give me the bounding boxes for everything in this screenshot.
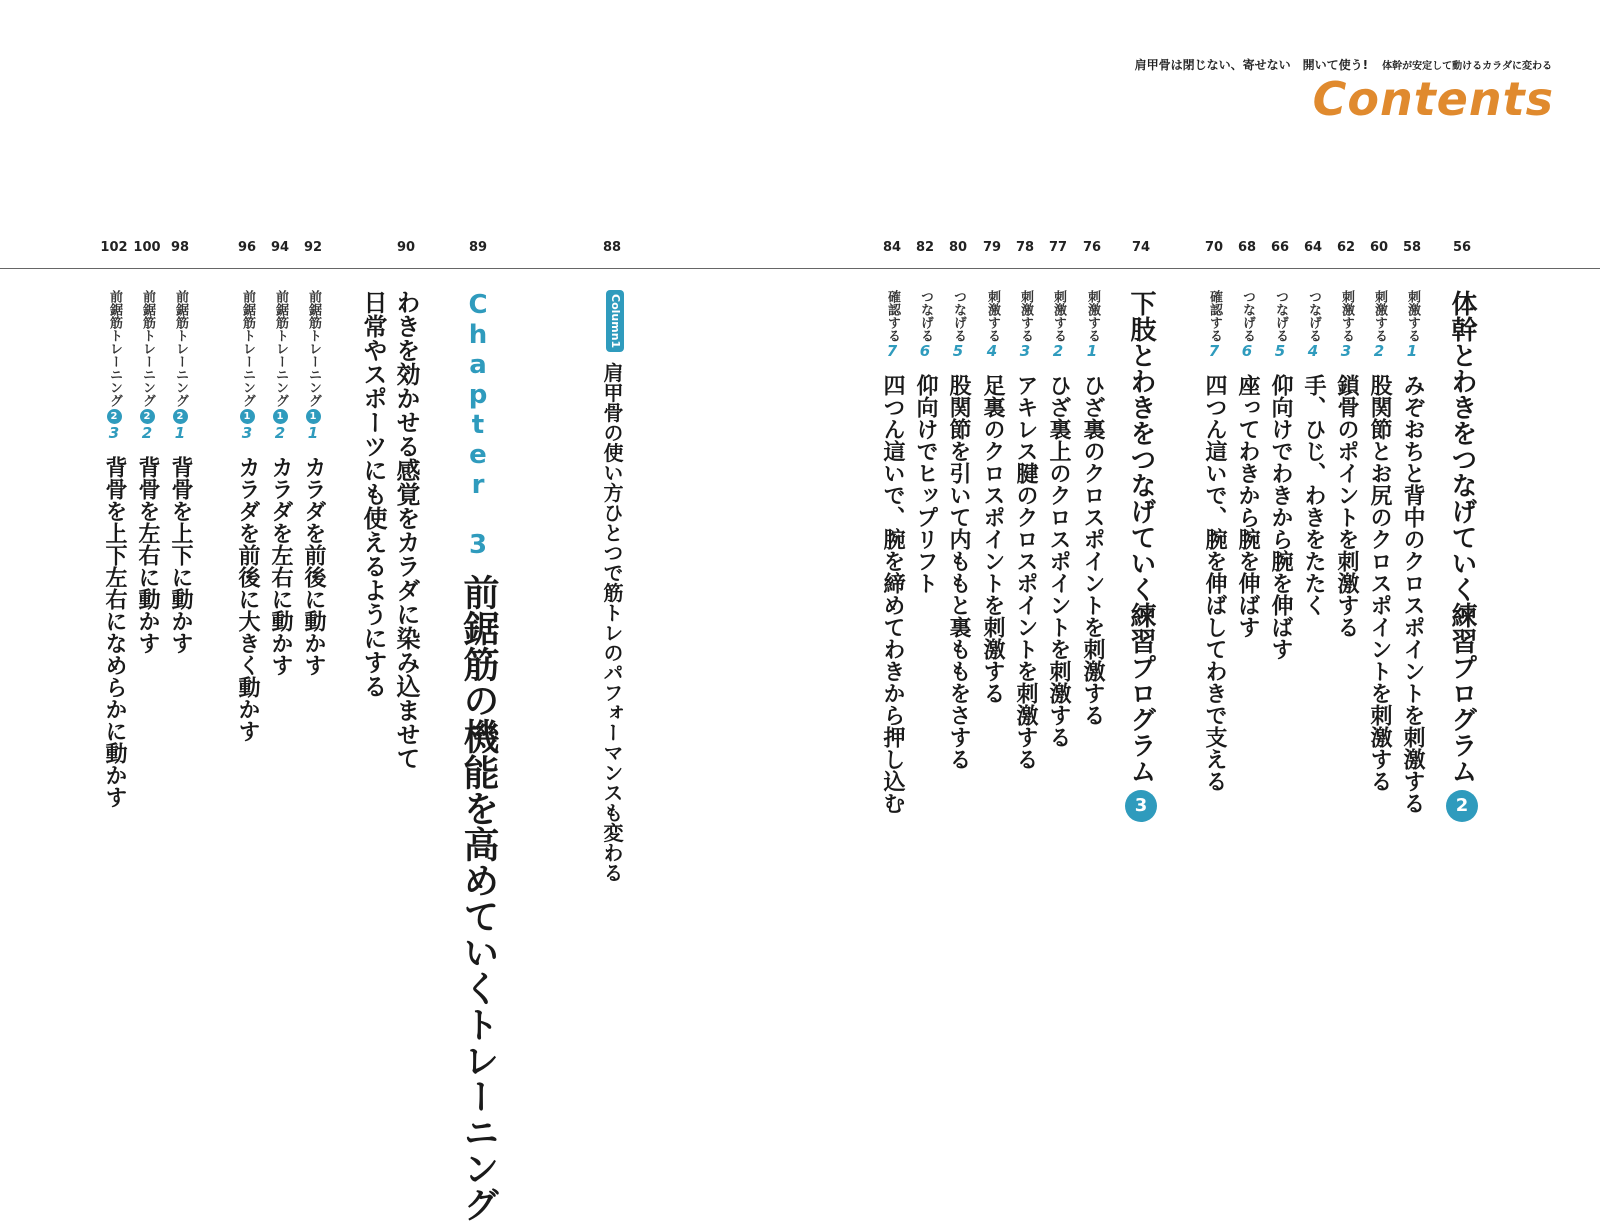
page-number: 100	[133, 240, 161, 255]
step-circle: 1	[240, 409, 255, 424]
entry-number: 1	[1083, 342, 1101, 360]
entry-title: ひざ裏上のクロスポイントを刺激する	[1046, 374, 1071, 748]
entry-body	[94, 290, 134, 808]
page-number: 82	[915, 240, 935, 255]
entry-body	[353, 290, 393, 698]
entry-number: 7	[1205, 342, 1223, 360]
entry-title: 鎖骨のポイントを刺激する	[1334, 374, 1359, 638]
entry-body	[1072, 290, 1112, 726]
entry-title: みぞおちと背中のクロスポイントを刺激する	[1400, 374, 1425, 814]
entry-number: 2	[1370, 342, 1388, 360]
entry-title: 背骨を上下左右になめらかに動かす	[102, 456, 127, 808]
page-number: 62	[1336, 240, 1356, 255]
entry-body	[592, 290, 632, 882]
part-number-badge: 2	[1446, 790, 1478, 822]
entry-title: 下肢とわきをつなげていく練習プログラム	[1126, 290, 1156, 784]
page-number: 68	[1237, 240, 1257, 255]
entry-number: 5	[949, 342, 967, 360]
entry-body	[1121, 290, 1161, 822]
page-number: 76	[1082, 240, 1102, 255]
entry-tag: 刺激する	[1051, 290, 1066, 342]
page-number: 96	[237, 240, 257, 255]
page-number: 66	[1270, 240, 1290, 255]
entry-tag: 前鋸筋トレーニング	[140, 290, 155, 407]
page-number: 92	[303, 240, 323, 255]
entry-tag: つなげる	[1240, 290, 1255, 342]
entry-title: わきを効かせる感覚をカラダに染み込ませて	[392, 290, 420, 770]
page-number: 90	[396, 240, 416, 255]
page-number: 84	[882, 240, 902, 255]
page-number: 58	[1402, 240, 1422, 255]
entry-body	[1442, 290, 1482, 822]
subtitle-main: 肩甲骨は閉じない、寄せない 開いて使う!	[1134, 58, 1369, 72]
page-number: 89	[468, 240, 488, 255]
header-subtitle	[1135, 56, 1552, 73]
entry-body	[1194, 290, 1234, 792]
page-number: 94	[270, 240, 290, 255]
page-number: 98	[170, 240, 190, 255]
entry-body	[972, 290, 1012, 704]
page-number: 64	[1303, 240, 1323, 255]
entry-number: 1	[171, 424, 189, 442]
entry-tag: 刺激する	[1372, 290, 1387, 342]
entry-tag: 確認する	[885, 290, 900, 342]
column-badge: Column1	[606, 290, 624, 352]
entry-title: 四つん這いで、腕を伸ばしてわきで支える	[1202, 374, 1227, 792]
step-circle: 1	[273, 409, 288, 424]
entry-tag: つなげる	[1306, 290, 1321, 342]
entry-number: 3	[1016, 342, 1034, 360]
page-number: 102	[100, 240, 128, 255]
entry-title: 手、ひじ、わきをたたく	[1301, 374, 1326, 616]
page-title: Contents	[1312, 72, 1554, 126]
entry-title: 足裏のクロスポイントを刺激する	[980, 374, 1005, 704]
entry-number: 4	[983, 342, 1001, 360]
entry-title: 肩甲骨の使い方ひとつで筋トレのパフォーマンスも変わる	[600, 362, 624, 883]
entry-number: 6	[1238, 342, 1256, 360]
entry-number: 2	[1049, 342, 1067, 360]
entry-tag: 確認する	[1207, 290, 1222, 342]
entry-tag: 刺激する	[1018, 290, 1033, 342]
entry-number: 4	[1304, 342, 1322, 360]
entry-number: 5	[1271, 342, 1289, 360]
entry-tag: 前鋸筋トレーニング	[173, 290, 188, 407]
entry-number: 7	[883, 342, 901, 360]
entry-number: 3	[105, 424, 123, 442]
entry-title: 仰向けでわきから腕を伸ばす	[1268, 374, 1293, 660]
page-number: 78	[1015, 240, 1035, 255]
page-number: 70	[1204, 240, 1224, 255]
entry-title: 仰向けでヒップリフト	[913, 374, 938, 594]
entry-tag: 刺激する	[1085, 290, 1100, 342]
entry-body	[872, 290, 912, 814]
entry-body	[227, 290, 267, 742]
entry-number: 3	[238, 424, 256, 442]
entry-number: 2	[271, 424, 289, 442]
entry-tag: 前鋸筋トレーニング	[306, 290, 321, 407]
step-circle: 2	[173, 409, 188, 424]
entry-tag: つなげる	[918, 290, 933, 342]
part-number-badge: 3	[1125, 790, 1157, 822]
page-number: 79	[982, 240, 1002, 255]
page-number: 56	[1452, 240, 1472, 255]
entry-title: 四つん這いで、腕を締めてわきから押し込む	[880, 374, 905, 814]
entry-number: 1	[1403, 342, 1421, 360]
step-circle: 2	[140, 409, 155, 424]
entry-title: 前鋸筋の機能を高めていくトレーニング	[458, 574, 499, 1222]
step-circle: 2	[107, 409, 122, 424]
entry-body	[458, 290, 498, 1222]
entry-tag: 刺激する	[1405, 290, 1420, 342]
divider-rule	[0, 268, 1600, 269]
step-circle: 1	[306, 409, 321, 424]
entry-tag: 前鋸筋トレーニング	[107, 290, 122, 407]
entry-title: アキレス腱のクロスポイントを刺激する	[1013, 374, 1038, 770]
entry-number: 1	[304, 424, 322, 442]
entry-number: 3	[1337, 342, 1355, 360]
subtitle-sub: 体幹が安定して動けるカラダに変わる	[1382, 61, 1552, 72]
entry-tag: 刺激する	[1339, 290, 1354, 342]
page-number: 80	[948, 240, 968, 255]
page-number: 88	[602, 240, 622, 255]
entry-tag: 前鋸筋トレーニング	[240, 290, 255, 407]
entry-tag: 刺激する	[985, 290, 1000, 342]
entry-title: 座ってわきから腕を伸ばす	[1235, 374, 1260, 638]
entry-title: 背骨を左右に動かす	[135, 456, 160, 654]
entry-tag: 前鋸筋トレーニング	[273, 290, 288, 407]
entry-title: 日常やスポーツにも使えるようにする	[359, 290, 387, 698]
entry-tag: つなげる	[1273, 290, 1288, 342]
entry-title: カラダを前後に動かす	[301, 456, 326, 676]
page-number: 74	[1131, 240, 1151, 255]
entry-title: カラダを左右に動かす	[268, 456, 293, 676]
page-number: 77	[1048, 240, 1068, 255]
entry-title: 股関節とお尻のクロスポイントを刺激する	[1367, 374, 1392, 792]
entry-title: ひざ裏のクロスポイントを刺激する	[1080, 374, 1105, 726]
entry-number: 2	[138, 424, 156, 442]
entry-title: 体幹とわきをつなげていく練習プログラム	[1447, 290, 1477, 784]
entry-number: 6	[916, 342, 934, 360]
entry-title: 背骨を上下に動かす	[168, 456, 193, 654]
entry-tag: つなげる	[951, 290, 966, 342]
page-number: 60	[1369, 240, 1389, 255]
chapter-label: Chapter 3	[463, 290, 493, 560]
entry-title: 股関節を引いて内ももと裏ももをさする	[946, 374, 971, 770]
entry-title: カラダを前後に大きく動かす	[235, 456, 260, 742]
